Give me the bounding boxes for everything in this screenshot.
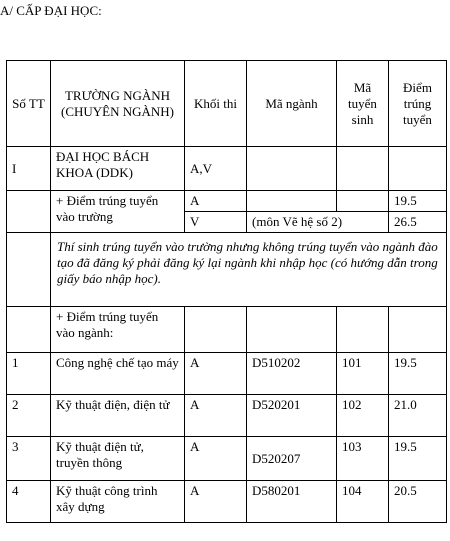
school-khoi: A,V	[185, 147, 247, 191]
school-name: ĐẠI HỌC BÁCH KHOA (DDK)	[51, 147, 185, 191]
major-stt: 2	[7, 395, 51, 437]
school-cutoff-diem-v: 26.5	[389, 212, 447, 233]
col-header-nganh: TRƯỜNG NGÀNH (CHUYÊN NGÀNH)	[51, 61, 185, 147]
major-stt: 3	[7, 437, 51, 481]
table-row	[7, 437, 447, 481]
major-diem: 21.0	[389, 395, 447, 437]
major-khoi: A	[185, 353, 247, 395]
school-cutoff-ma-v: (môn Vẽ hệ số 2)	[247, 212, 389, 233]
major-ma-ts: 104	[337, 481, 389, 523]
major-name: Kỹ thuật công trình xây dựng	[51, 481, 185, 523]
col-header-khoi: Khối thi	[185, 61, 247, 147]
major-ma-ts: 102	[337, 395, 389, 437]
table-row	[7, 481, 447, 523]
school-cutoff-diem-a: 19.5	[389, 191, 447, 212]
major-diem: 19.5	[389, 353, 447, 395]
school-row	[7, 147, 447, 191]
major-stt: 1	[7, 353, 51, 395]
major-ma-nganh: D580201	[247, 481, 337, 523]
major-khoi: A	[185, 437, 247, 481]
major-stt: 4	[7, 481, 51, 523]
school-cutoff-ma-a	[247, 191, 337, 212]
table-row	[7, 353, 447, 395]
major-ma-nganh: D510202	[247, 353, 337, 395]
major-khoi: A	[185, 395, 247, 437]
major-diem: 19.5	[389, 437, 447, 481]
major-ma-nganh: D520201	[247, 395, 337, 437]
col-header-ma-ts: Mã tuyển sinh	[337, 61, 389, 147]
major-cutoff-label: + Điểm trúng tuyển vào ngành:	[51, 307, 185, 353]
col-header-stt: Số TT	[7, 61, 51, 147]
school-cutoff-label: + Điểm trúng tuyển vào trường	[51, 191, 185, 233]
major-ma-ts: 101	[337, 353, 389, 395]
col-header-ma-nganh: Mã ngành	[247, 61, 337, 147]
major-ma-nganh: D520207	[247, 437, 337, 481]
note-text: Thí sinh trúng tuyển vào trường nhưng không trúng tuyển vào ngành đào tạo đã đăng ký phải đăng ký lại ngành khi nhập học (có hướng dẫn trong giấy báo nhập học).	[51, 233, 447, 307]
major-name: Công nghệ chế tạo máy	[51, 353, 185, 395]
major-name: Kỹ thuật điện tử, truyền thông	[51, 437, 185, 481]
note-row	[7, 233, 447, 307]
school-cutoff-khoi-v: V	[185, 212, 247, 233]
major-ma-ts: 103	[337, 437, 389, 481]
major-khoi: A	[185, 481, 247, 523]
school-stt: I	[7, 147, 51, 191]
admission-table	[6, 60, 447, 523]
major-cutoff-row	[7, 307, 447, 353]
major-name: Kỹ thuật điện, điện tử	[51, 395, 185, 437]
col-header-diem: Điểm trúng tuyển	[389, 61, 447, 147]
major-diem: 20.5	[389, 481, 447, 523]
header-row	[7, 61, 447, 147]
school-cutoff-row-a	[7, 191, 447, 212]
section-heading: A/ CẤP ĐẠI HỌC:	[0, 3, 102, 18]
table-row	[7, 395, 447, 437]
school-cutoff-khoi-a: A	[185, 191, 247, 212]
